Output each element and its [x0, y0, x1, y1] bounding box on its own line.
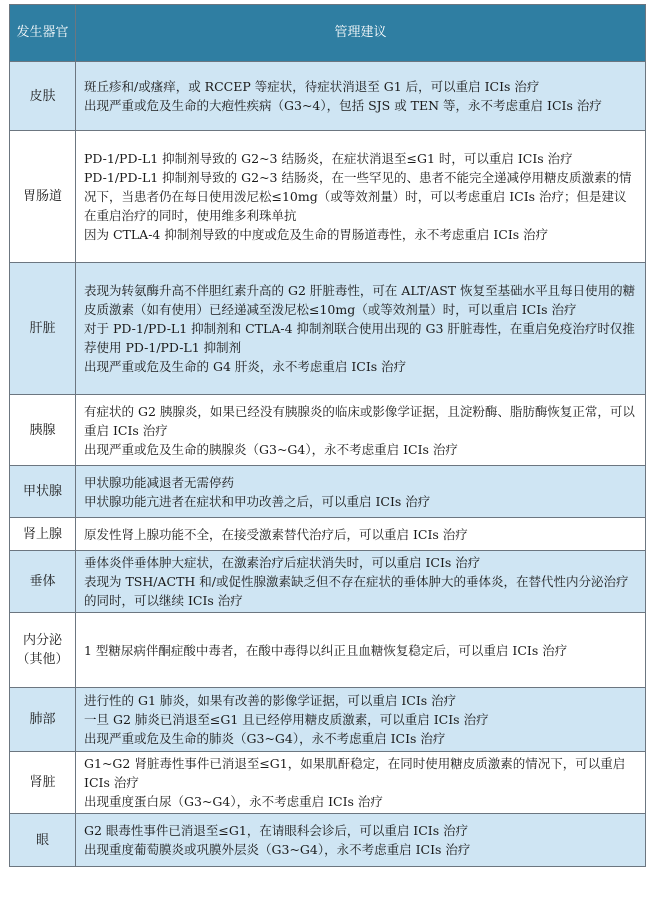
organ-cell: 肺部	[10, 688, 76, 752]
table-row	[10, 752, 646, 814]
advice-cell	[76, 688, 646, 752]
advice-cell	[76, 263, 646, 395]
organ-cell: 胃肠道	[10, 131, 76, 263]
table-row	[10, 62, 646, 131]
management-table-wrapper	[9, 4, 645, 867]
management-table	[9, 4, 646, 867]
organ-cell: 垂体	[10, 551, 76, 613]
advice-line: 出现严重或危及生命的大疱性疾病（G3~4），包括 SJS 或 TEN 等，永不考虑重启 ICIs 治疗	[84, 98, 602, 113]
table-row	[10, 551, 646, 613]
advice-cell	[76, 518, 646, 551]
advice-line: PD-1/PD-L1 抑制剂导致的 G2~3 结肠炎，在症状消退至≤G1 时，可以重启 ICIs 治疗	[84, 151, 573, 166]
advice-line: 进行性的 G1 肺炎，如果有改善的影像学证据，可以重启 ICIs 治疗	[84, 693, 457, 708]
advice-line: 垂体炎伴垂体肿大症状，在激素治疗后症状消失时，可以重启 ICIs 治疗	[84, 555, 481, 570]
organ-cell: 肝脏	[10, 263, 76, 395]
advice-cell	[76, 613, 646, 688]
advice-line: 一旦 G2 肺炎已消退至≤G1 且已经停用糖皮质激素，可以重启 ICIs 治疗	[84, 712, 489, 727]
advice-line: G2 眼毒性事件已消退至≤G1，在请眼科会诊后，可以重启 ICIs 治疗	[84, 823, 469, 838]
advice-line: 因为 CTLA-4 抑制剂导致的中度或危及生命的胃肠道毒性，永不考虑重启 ICIs 治疗	[84, 227, 549, 242]
advice-cell	[76, 466, 646, 518]
table-header-row	[10, 5, 646, 62]
organ-cell: 胰腺	[10, 395, 76, 466]
advice-line: 表现为 TSH/ACTH 和/或促性腺激素缺乏但不存在症状的垂体肿大的垂体炎，在替代性内分泌治疗的同时，可以继续 ICIs 治疗	[84, 574, 629, 608]
table-row	[10, 131, 646, 263]
advice-line: 出现严重或危及生命的肺炎（G3~G4），永不考虑重启 ICIs 治疗	[84, 731, 446, 746]
advice-column-header: 管理建议	[76, 5, 646, 62]
table-row	[10, 395, 646, 466]
advice-line: 出现重度蛋白尿（G3~G4），永不考虑重启 ICIs 治疗	[84, 794, 383, 809]
table-row	[10, 518, 646, 551]
organ-cell: 皮肤	[10, 62, 76, 131]
organ-cell: 内分泌（其他）	[10, 613, 76, 688]
advice-line: 出现重度葡萄膜炎或巩膜外层炎（G3~G4），永不考虑重启 ICIs 治疗	[84, 842, 471, 857]
advice-cell	[76, 551, 646, 613]
advice-cell	[76, 131, 646, 263]
table-row	[10, 814, 646, 867]
advice-cell	[76, 62, 646, 131]
advice-line: 对于 PD-1/PD-L1 抑制剂和 CTLA-4 抑制剂联合使用出现的 G3 肝脏毒性，在重启免疫治疗时仅推荐使用 PD-1/PD-L1 抑制剂	[84, 321, 635, 355]
advice-line: PD-1/PD-L1 抑制剂导致的 G2~3 结肠炎，在一些罕见的、患者不能完全递减停用糖皮质激素的情况下，当患者仍在每日使用泼尼松≤10mg（或等效剂量）时，可以考虑重启 ICIs 治疗；但是建议在重启治疗的同时，使用维多利珠单抗	[84, 170, 632, 223]
organ-cell: 肾上腺	[10, 518, 76, 551]
table-body	[10, 62, 646, 867]
advice-line: 有症状的 G2 胰腺炎，如果已经没有胰腺炎的临床或影像学证据，且淀粉酶、脂肪酶恢复正常，可以重启 ICIs 治疗	[84, 403, 635, 438]
organ-cell: 眼	[10, 814, 76, 867]
table-row	[10, 466, 646, 518]
advice-line: 表现为转氨酶升高不伴胆红素升高的 G2 肝脏毒性，可在 ALT/AST 恢复至基础水平且每日使用的糖皮质激素（如有使用）已经递减至泼尼松≤10mg（或等效剂量）时，可以重启 ICIs 治疗	[84, 283, 636, 317]
table-row	[10, 263, 646, 395]
organ-cell: 肾脏	[10, 752, 76, 814]
advice-cell	[76, 814, 646, 867]
advice-line: 出现严重或危及生命的胰腺炎（G3~G4），永不考虑重启 ICIs 治疗	[84, 441, 458, 457]
organ-cell: 甲状腺	[10, 466, 76, 518]
advice-line: 原发性肾上腺功能不全，在接受激素替代治疗后，可以重启 ICIs 治疗	[84, 526, 468, 542]
table-row	[10, 613, 646, 688]
advice-line: 斑丘疹和/或瘙痒，或 RCCEP 等症状，待症状消退至 G1 后，可以重启 ICIs 治疗	[84, 79, 540, 94]
advice-cell	[76, 752, 646, 814]
table-row	[10, 688, 646, 752]
advice-line: 出现严重或危及生命的 G4 肝炎，永不考虑重启 ICIs 治疗	[84, 359, 407, 374]
advice-line: 1 型糖尿病伴酮症酸中毒者，在酸中毒得以纠正且血糖恢复稳定后，可以重启 ICIs 治疗	[84, 642, 568, 658]
advice-cell	[76, 395, 646, 466]
advice-line: G1~G2 肾脏毒性事件已消退至≤G1，如果肌酐稳定，在同时使用糖皮质激素的情况下，可以重启 ICIs 治疗	[84, 756, 626, 790]
advice-line: 甲状腺功能亢进者在症状和甲功改善之后，可以重启 ICIs 治疗	[84, 493, 431, 509]
organ-column-header: 发生器官	[10, 5, 76, 62]
advice-line: 甲状腺功能减退者无需停药	[84, 474, 235, 490]
